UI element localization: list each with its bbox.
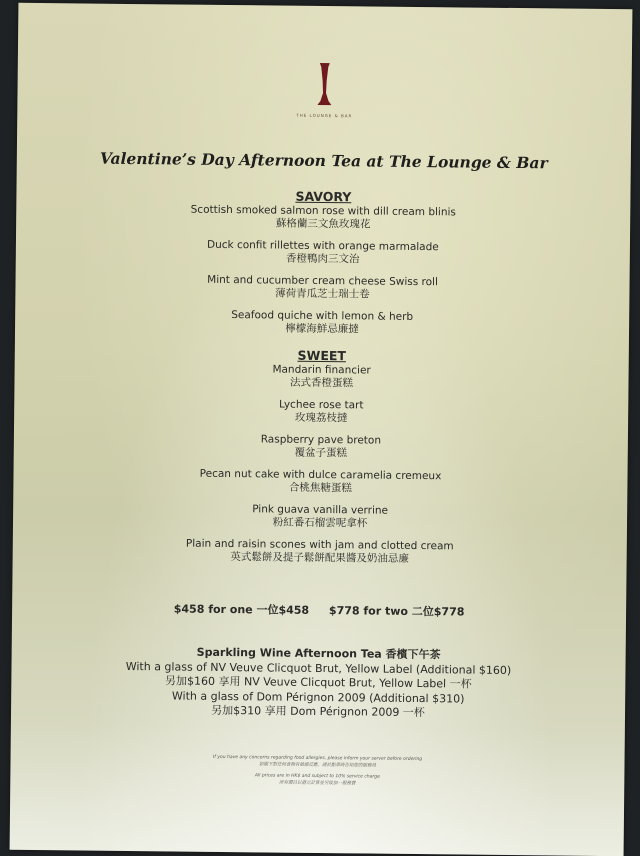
menu-item-english: Seafood quiche with lemon & herb: [231, 309, 414, 323]
menu-item-chinese: 薄荷青瓜芝士瑞士卷: [275, 287, 370, 301]
menu-item-chinese: 粉紅番石榴雲呢拿杯: [272, 516, 368, 530]
sparkling-heading: Sparkling Wine Afternoon Tea 香檳下午茶: [196, 645, 441, 662]
menu-item-chinese: 法式香橙蛋糕: [289, 376, 354, 390]
menu-item-english: Pink guava vanilla verrine: [252, 503, 389, 517]
allergy-note-zh: 如閣下對任何食物有敏感反應，請於點單時告知您的服務員: [258, 761, 377, 769]
menu-item: [14, 361, 628, 393]
logo-text: THE LOUNGE & BAR: [296, 112, 353, 119]
service-note-en: All prices are in HK$ and subject to 10% service charge: [254, 773, 380, 780]
sparkling-section: [11, 644, 626, 723]
price-two: $778 for two 二位$778: [328, 604, 465, 619]
price-row: [12, 599, 626, 621]
menu-content: [13, 186, 631, 568]
menu-item-chinese: 合桃焦糖蛋糕: [288, 481, 352, 495]
menu-item: [13, 501, 627, 533]
menu-item: [15, 272, 629, 304]
sparkling-line: With a glass of NV Veuve Clicquot Brut, Yellow Label (Additional $160): [125, 659, 512, 677]
menu-item-chinese: 英式鬆餅及提子鬆餅配果醬及奶油忌廉: [230, 551, 409, 565]
menu-item: [16, 202, 630, 234]
menu-item-english: Scottish smoked salmon rose with dill cream blinis: [190, 203, 456, 219]
logo: [17, 58, 632, 121]
savory-list: [15, 202, 630, 339]
menu-item-english: Pecan nut cake with dulce caramelia cremeux: [199, 467, 442, 483]
menu-title: Valentine’s Day Afternoon Tea at The Lounge & Bar: [99, 148, 548, 173]
price-one: $458 for one 一位$458: [173, 602, 310, 617]
menu-item-chinese: 蘇格蘭三文魚玫瑰花: [275, 217, 371, 231]
menu-item: [14, 431, 628, 463]
menu-item: [14, 396, 628, 428]
menu-item: [13, 536, 627, 568]
menu-item-chinese: 覆盆子蛋糕: [294, 446, 348, 460]
menu-item-english: Duck confit rillettes with orange marmalade: [206, 238, 439, 254]
menu-item-english: Plain and raisin scones with jam and clotted cream: [185, 537, 454, 553]
menu-item-english: Lychee rose tart: [278, 398, 364, 412]
service-note-zh: 所有價目以港元計算並另收加一服務費: [279, 780, 356, 786]
menu-item: [15, 307, 629, 339]
allergy-note-en: If you have any concerns regarding food allergies, please inform your server before ordering: [212, 754, 423, 763]
sparkling-line: 另加$310 享用 Dom Pérignon 2009 一杯: [211, 703, 425, 720]
sparkling-line: With a glass of Dom Pérignon 2009 (Additional $310): [171, 688, 465, 706]
menu-item-chinese: 檸檬海鮮忌廉撻: [285, 322, 359, 336]
menu-item: [13, 466, 627, 498]
menu-item-chinese: 玫瑰荔枝撻: [294, 411, 348, 425]
sweet-list: [13, 361, 629, 568]
menu-item-chinese: 香橙鴨肉三文治: [285, 252, 360, 266]
savory-heading: SAVORY: [295, 188, 352, 205]
sweet-heading: SWEET: [297, 347, 347, 364]
menu-card: [10, 3, 633, 856]
menu-item-english: Mint and cucumber cream cheese Swiss roll: [207, 273, 439, 289]
menu-item-english: Mandarin financier: [272, 363, 371, 377]
sparkling-line: 另加$160 享用 NV Veuve Clicquot Brut, Yellow Label 一杯: [164, 674, 472, 691]
lounge-logo-icon: [313, 61, 335, 107]
fineprint: [10, 753, 624, 790]
menu-item-english: Raspberry pave breton: [260, 433, 382, 447]
menu-item: [16, 237, 630, 269]
